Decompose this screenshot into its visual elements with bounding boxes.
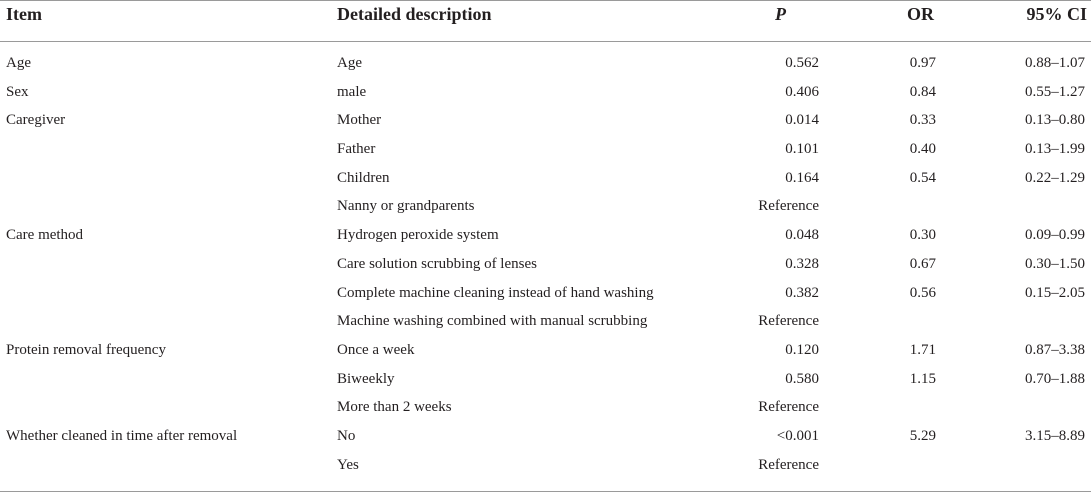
- cell-p-value: 0.382: [785, 284, 819, 301]
- header-rule: [0, 41, 1091, 42]
- cell-confidence-interval: 0.22–1.29: [1025, 169, 1085, 186]
- cell-p-value: 0.562: [785, 55, 819, 71]
- cell-description: male: [337, 83, 367, 100]
- cell-confidence-interval: 0.87–3.38: [1025, 341, 1085, 358]
- cell-description: Nanny or grandparents: [337, 198, 475, 215]
- cell-description: Yes: [337, 456, 359, 473]
- table-row: [0, 49, 1091, 78]
- cell-description: Mother: [337, 112, 382, 129]
- cell-description: Complete machine cleaning instead of hand washing: [337, 284, 654, 301]
- cell-p-value: Reference: [758, 198, 819, 215]
- table-row: [0, 164, 1091, 193]
- bottom-rule: [0, 491, 1091, 492]
- table-row: [0, 336, 1091, 365]
- cell-item: Age: [6, 55, 31, 71]
- header-p-value: P: [775, 4, 786, 24]
- cell-item: Sex: [6, 83, 29, 100]
- cell-item: Care method: [6, 227, 84, 244]
- cell-confidence-interval: 0.88–1.07: [1025, 55, 1085, 71]
- cell-odds-ratio: 0.84: [909, 83, 936, 100]
- table-row: [0, 279, 1091, 308]
- table-header: [0, 0, 1091, 41]
- table-body: [0, 49, 1091, 479]
- cell-confidence-interval: 0.70–1.88: [1025, 370, 1085, 387]
- table-row: [0, 192, 1091, 221]
- cell-description: Machine washing combined with manual scrubbing: [337, 313, 648, 330]
- cell-p-value: 0.048: [785, 227, 819, 244]
- header-confidence-interval: 95% CI: [1026, 4, 1087, 24]
- cell-p-value: <0.001: [776, 427, 819, 444]
- table-row: [0, 422, 1091, 451]
- header-description: Detailed description: [337, 4, 492, 24]
- table-row: [0, 307, 1091, 336]
- cell-description: Children: [337, 169, 390, 186]
- table-row: [0, 393, 1091, 422]
- cell-item: Protein removal frequency: [6, 341, 166, 358]
- cell-p-value: 0.164: [785, 169, 819, 186]
- cell-p-value: 0.580: [785, 370, 819, 387]
- cell-odds-ratio: 0.33: [909, 112, 936, 129]
- cell-item: Whether cleaned in time after removal: [6, 427, 238, 444]
- table-row: [0, 365, 1091, 394]
- cell-description: Once a week: [337, 341, 415, 358]
- table-row: [0, 78, 1091, 107]
- cell-p-value: Reference: [758, 399, 819, 416]
- cell-odds-ratio: 0.97: [909, 55, 936, 71]
- cell-confidence-interval: 0.15–2.05: [1025, 284, 1085, 301]
- cell-odds-ratio: 1.71: [909, 341, 936, 358]
- cell-odds-ratio: 5.29: [909, 427, 936, 444]
- cell-confidence-interval: 0.13–0.80: [1025, 112, 1085, 129]
- cell-p-value: Reference: [758, 456, 819, 473]
- cell-p-value: 0.101: [785, 141, 819, 158]
- cell-odds-ratio: 0.40: [909, 141, 936, 158]
- cell-description: Father: [337, 141, 376, 158]
- cell-odds-ratio: 1.15: [909, 370, 936, 387]
- cell-description: Age: [337, 55, 362, 71]
- cell-confidence-interval: 3.15–8.89: [1025, 427, 1085, 444]
- cell-odds-ratio: 0.67: [909, 255, 936, 272]
- table-row: [0, 135, 1091, 164]
- cell-description: Care solution scrubbing of lenses: [337, 255, 537, 272]
- header-odds-ratio: OR: [907, 4, 934, 24]
- cell-p-value: 0.328: [785, 255, 819, 272]
- cell-odds-ratio: 0.54: [909, 169, 936, 186]
- table-row: [0, 106, 1091, 135]
- cell-p-value: 0.406: [785, 83, 819, 100]
- cell-description: More than 2 weeks: [337, 399, 452, 416]
- cell-item: Caregiver: [6, 112, 66, 129]
- cell-odds-ratio: 0.56: [909, 284, 936, 301]
- cell-description: No: [337, 427, 356, 444]
- cell-confidence-interval: 0.09–0.99: [1025, 227, 1085, 244]
- cell-description: Biweekly: [337, 370, 395, 387]
- table-row: [0, 221, 1091, 250]
- cell-confidence-interval: 0.30–1.50: [1025, 255, 1085, 272]
- cell-p-value: Reference: [758, 313, 819, 330]
- table-row: [0, 451, 1091, 480]
- cell-odds-ratio: 0.30: [909, 227, 936, 244]
- cell-confidence-interval: 0.55–1.27: [1025, 83, 1085, 100]
- cell-confidence-interval: 0.13–1.99: [1025, 141, 1085, 158]
- table-row: [0, 250, 1091, 279]
- cell-p-value: 0.014: [785, 112, 819, 129]
- cell-description: Hydrogen peroxide system: [337, 227, 499, 244]
- header-item: Item: [6, 4, 42, 24]
- cell-p-value: 0.120: [785, 341, 819, 358]
